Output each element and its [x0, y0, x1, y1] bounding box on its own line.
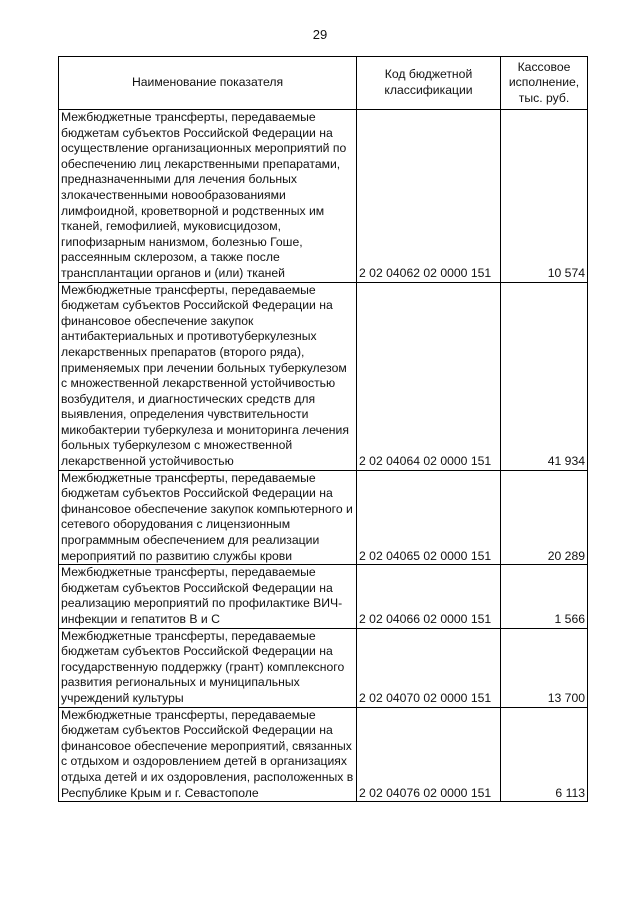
indicator-name-cell: Межбюджетные трансферты, передаваемые бюджетам субъектов Российской Федерации на реализацию мероприятий по профилактике ВИЧ-инфекции и гепатитов В и С — [59, 565, 357, 628]
amount-cell: 1 566 — [501, 565, 588, 628]
budget-code-cell: 2 02 04065 02 0000 151 — [357, 470, 501, 565]
table-row — [59, 565, 588, 628]
indicator-name-cell: Межбюджетные трансферты, передаваемые бюджетам субъектов Российской Федерации на финансовое обеспечение закупок компьютерного и сетевого оборудования с лицензионным программным обеспечением для реализации мероприятий по развитию службы крови — [59, 470, 357, 565]
table-header-row — [59, 57, 588, 110]
table-row — [59, 282, 588, 470]
indicator-name-cell: Межбюджетные трансферты, передаваемые бюджетам субъектов Российской Федерации на финансовое обеспечение мероприятий, связанных с отдыхом и оздоровлением детей в организациях отдыха детей и их оздоровления, расположенных в Республике Крым и г. Севастополе — [59, 707, 357, 802]
table-row — [59, 628, 588, 707]
budget-code-cell: 2 02 04066 02 0000 151 — [357, 565, 501, 628]
amount-cell: 41 934 — [501, 282, 588, 470]
indicator-name-cell: Межбюджетные трансферты, передаваемые бюджетам субъектов Российской Федерации на осуществление организационных мероприятий по обеспечению лиц лекарственными препаратами, предназначенными для лечения больных злокачественными новообразованиями лимфоидной, кроветворной и родственных им тканей, гемофилией, муковисцидозом, гипофизарным нанизмом, болезнью Гоше, рассеянным склерозом, а также после трансплантации органов и (или) тканей — [59, 110, 357, 283]
budget-execution-table — [58, 56, 588, 802]
budget-code-cell: 2 02 04076 02 0000 151 — [357, 707, 501, 802]
amount-cell: 10 574 — [501, 110, 588, 283]
amount-cell: 20 289 — [501, 470, 588, 565]
budget-code-cell: 2 02 04070 02 0000 151 — [357, 628, 501, 707]
header-indicator-name: Наименование показателя — [59, 57, 357, 110]
budget-code-cell: 2 02 04064 02 0000 151 — [357, 282, 501, 470]
indicator-name-cell: Межбюджетные трансферты, передаваемые бюджетам субъектов Российской Федерации на финансовое обеспечение закупок антибактериальных и противотуберкулезных лекарственных препаратов (второго ряда), применяемых при лечении больных туберкулезом с множественной лекарственной устойчивостью возбудителя, и диагностических средств для выявления, определения чувствительности микобактерии туберкулеза и мониторинга лечения больных туберкулезом с множественной лекарственной устойчивостью — [59, 282, 357, 470]
amount-cell: 6 113 — [501, 707, 588, 802]
budget-code-cell: 2 02 04062 02 0000 151 — [357, 110, 501, 283]
page-number: 29 — [312, 27, 328, 42]
indicator-name-cell: Межбюджетные трансферты, передаваемые бюджетам субъектов Российской Федерации на государственную поддержку (грант) комплексного развития региональных и муниципальных учреждений культуры — [59, 628, 357, 707]
amount-cell: 13 700 — [501, 628, 588, 707]
table-row — [59, 707, 588, 802]
table-row — [59, 470, 588, 565]
header-cash-execution: Кассовое исполнение, тыс. руб. — [501, 57, 588, 110]
header-budget-code: Код бюджетной классификации — [357, 57, 501, 110]
table-row — [59, 110, 588, 283]
